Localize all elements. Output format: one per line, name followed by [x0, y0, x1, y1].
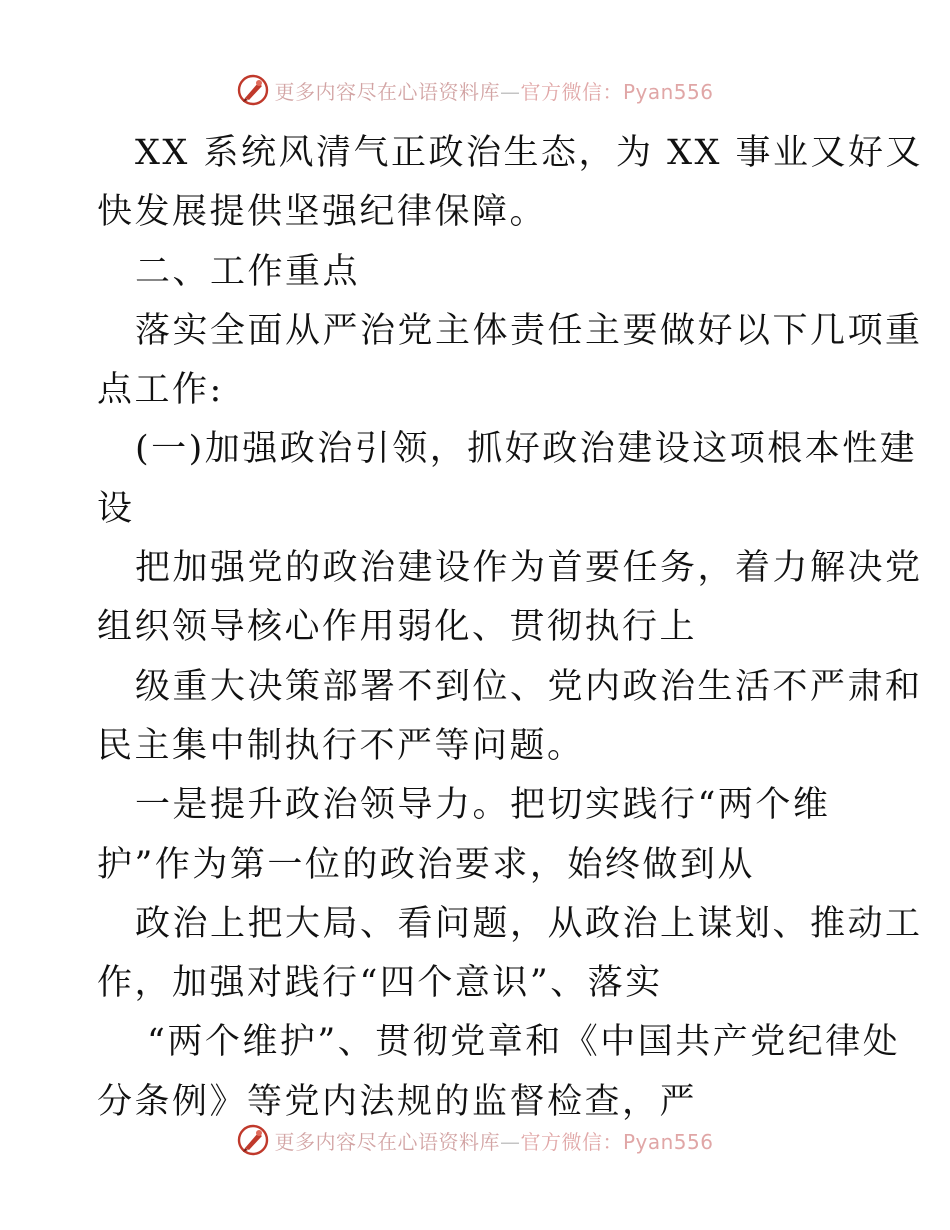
footer-slogan [274, 1126, 713, 1155]
text-line-4: 落实全面从严治党主体责任主要做好以下几项重 [135, 310, 923, 351]
footer-contact: 官方微信：Pyan556 [520, 1129, 714, 1154]
text-line-15: 作，加强对践行“四个意识”、落实 [97, 963, 663, 1004]
header-watermark-banner [0, 72, 950, 108]
footer-separator: — [499, 1129, 521, 1154]
text-line-16: “两个维护”、贯彻党章和《中国共产党纪律处 [147, 1022, 901, 1063]
text-line-9: 组织领导核心作用弱化、贯彻执行上 [97, 607, 698, 648]
text-line-13: 护”作为第一位的政治要求，始终做到从 [97, 844, 755, 885]
text-line-14: 政治上把大局、看问题，从政治上谋划、推动工 [135, 903, 923, 944]
red-pen-logo-icon [236, 73, 270, 107]
document-body [97, 124, 924, 1132]
text-line-10: 级重大决策部署不到位、党内政治生活不严肃和 [135, 666, 923, 707]
header-slogan [274, 76, 713, 105]
text-line-11: 民主集中制执行不严等问题。 [97, 725, 585, 766]
text-line-8: 把加强党的政治建设作为首要任务，着力解决党 [135, 548, 923, 589]
header-contact: 官方微信：Pyan556 [520, 79, 714, 104]
text-line-2: 快发展提供坚强纪律保障。 [97, 192, 548, 233]
text-line-17: 分条例》等党内法规的监督检查，严 [97, 1081, 698, 1122]
footer-slogan-text: 更多内容尽在心语资料库 [274, 1129, 500, 1154]
text-line-12: 一是提升政治领导力。把切实践行“两个维 [135, 785, 831, 826]
subsection-heading: (一)加强政治引领，抓好政治建设这项根本性建 [135, 429, 918, 470]
header-separator: — [499, 79, 521, 104]
red-pen-logo-icon [236, 1123, 270, 1157]
text-line-1: XX 系统风清气正政治生态，为 XX 事业又好又 [135, 133, 924, 173]
section-heading: 二、工作重点 [135, 251, 361, 292]
header-slogan-text: 更多内容尽在心语资料库 [274, 79, 500, 104]
footer-watermark-banner [0, 1122, 950, 1158]
text-line-7: 设 [97, 488, 135, 529]
text-line-5: 点工作: [97, 370, 224, 411]
